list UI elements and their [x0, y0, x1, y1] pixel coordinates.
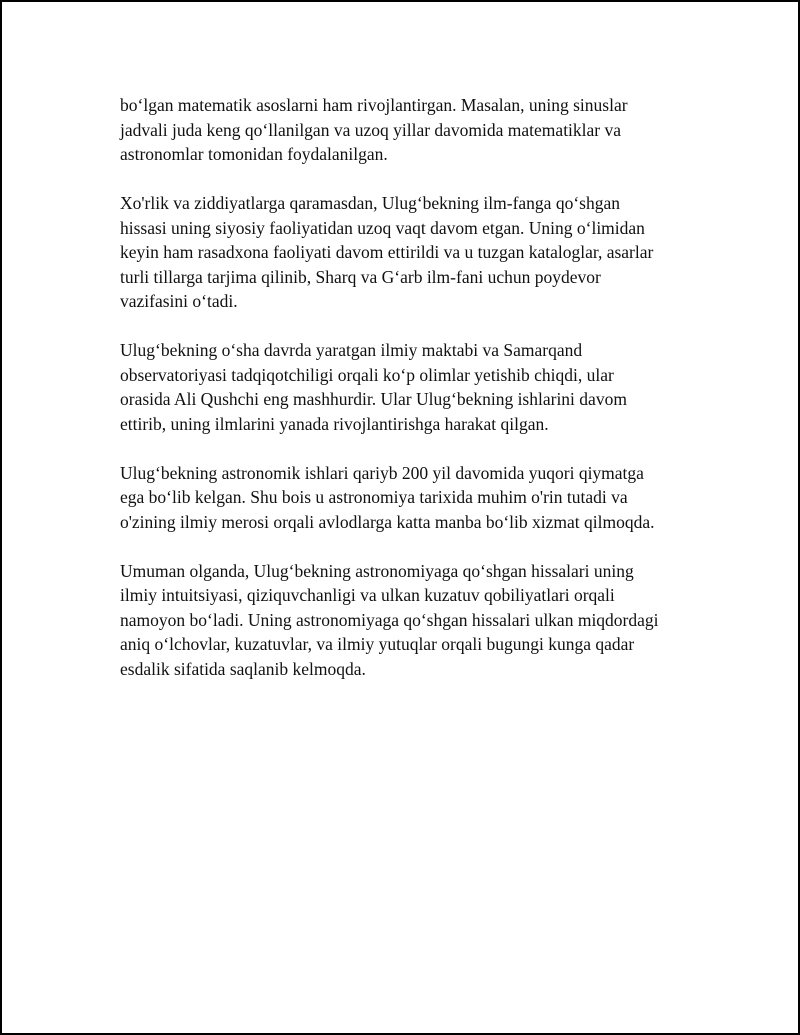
text-line: ilmiy intuitsiyasi, qiziquvchanligi va ulkan kuzatuv qobiliyatlari orqali [120, 585, 615, 605]
text-line: Umuman olganda, Ulug‘bekning astronomiyaga qo‘shgan hissalari uning [120, 560, 634, 581]
text-line: Ulug‘bekning astronomik ishlari qariyb 200 yil davomida yuqori qiymatga [120, 462, 644, 483]
text-line: jadvali juda keng qo‘llanilgan va uzoq yillar davomida matematiklar va [120, 119, 622, 140]
text-line: Xo'rlik va ziddiyatlarga qaramasdan, Ulug‘bekning ilm-fanga qo‘shgan [120, 193, 620, 213]
text-line: ega bo‘lib kelgan. Shu bois u astronomiya tarixida muhim o'rin tutadi va [120, 487, 628, 507]
text-line: namoyon bo‘ladi. Uning astronomiyaga qo‘shgan hissalari ulkan miqdordagi [120, 609, 659, 630]
text-line: hissasi uning siyosiy faoliyatidan uzoq vaqt davom etgan. Uning o‘limidan [120, 217, 645, 238]
paragraph-1 [120, 93, 700, 167]
paragraph-2 [120, 191, 700, 314]
text-line: Ulug‘bekning o‘sha davrda yaratgan ilmiy maktabi va Samarqand [120, 340, 583, 360]
text-line: bo‘lgan matematik asoslarni ham rivojlantirgan. Masalan, uning sinuslar [120, 95, 628, 115]
paragraph-3 [120, 338, 700, 436]
text-line: observatoriyasi tadqiqotchiligi orqali ko‘p olimlar yetishib chiqdi, ular [120, 364, 614, 385]
paragraph-5 [120, 559, 700, 682]
text-line: aniq o‘lchovlar, kuzatuvlar, va ilmiy yutuqlar orqali bugungi kunga qadar [120, 634, 635, 654]
text-line: turli tillarga tarjima qilinib, Sharq va G‘arb ilm-fani uchun poydevor [120, 266, 601, 287]
text-line: vazifasini o‘tadi. [120, 291, 238, 311]
document-body [120, 93, 700, 706]
text-line: o'zining ilmiy merosi orqali avlodlarga katta manba bo‘lib xizmat qilmoqda. [120, 511, 655, 532]
text-line: orasida Ali Qushchi eng mashhurdir. Ular Ulug‘bekning ishlarini davom [120, 389, 627, 409]
text-line: keyin ham rasadxona faoliyati davom ettirildi va u tuzgan kataloglar, asarlar [120, 242, 654, 262]
paragraph-4 [120, 461, 700, 535]
text-line: ettirib, uning ilmlarini yanada rivojlantirishga harakat qilgan. [120, 413, 549, 434]
text-line: astronomlar tomonidan foydalanilgan. [120, 144, 388, 164]
text-line: esdalik sifatida saqlanib kelmoqda. [120, 658, 366, 679]
